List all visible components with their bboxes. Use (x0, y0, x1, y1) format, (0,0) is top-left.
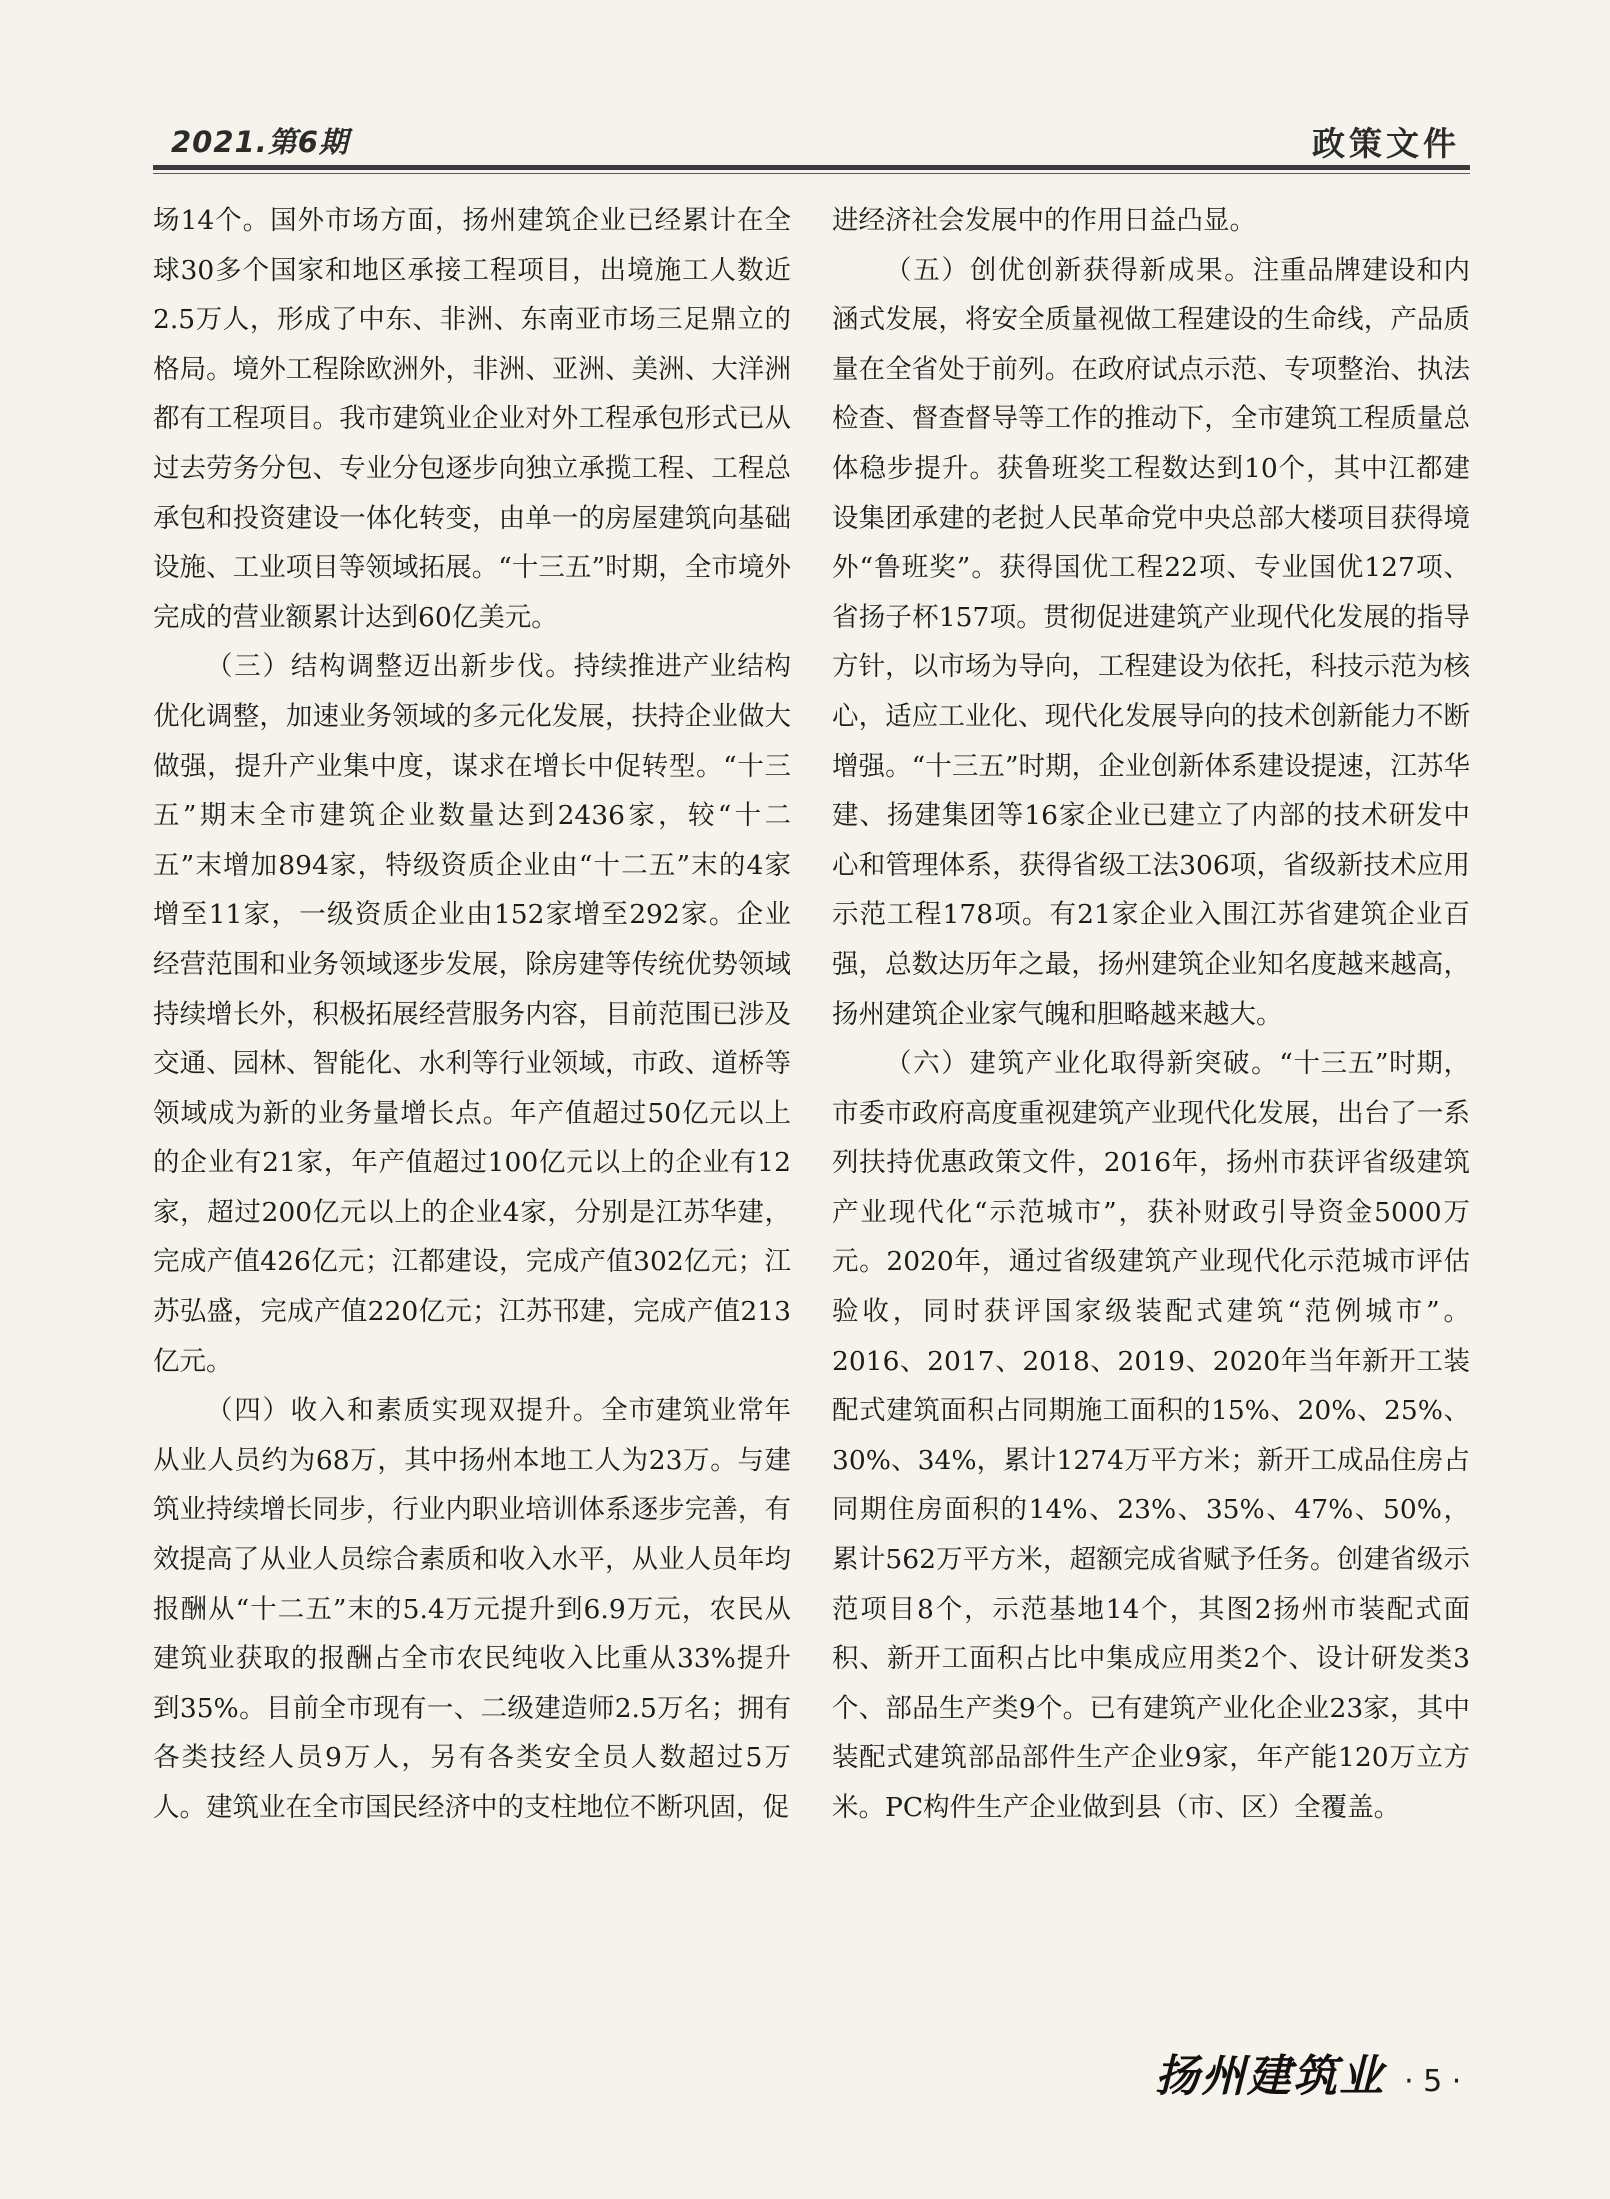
paragraph-body: 持续推进产业结构优化调整，加速业务领域的多元化发展，扶持企业做大做强，提升产业集中度，谋求在增长中促转型。“十三五”期末全市建筑企业数量达到2436家，较“十二五”末增加894家，特级资质企业由“十二五”末的4家增至11家，一级资质企业由152家增至292家。企业经营范围和业务领域逐步发展，除房建等传统优势领域持续增长外，积极拓展经营服务内容，目前范围已涉及交通、园林、智能化、水利等行业领域，市政、道桥等领域成为新的业务量增长点。年产值超过50亿元以上的企业有21家，年产值超过100亿元以上的企业有12家，超过200亿元以上的企业4家，分别是江苏华建，完成产值426亿元；江都建设，完成产值302亿元；江苏弘盛，完成产值220亿元；江苏邗建，完成产值213亿元。 (153, 651, 792, 1377)
subsection-heading: （三）结构调整迈出新步伐。 (206, 651, 574, 683)
subsection-heading: （六）建筑产业化取得新突破。 (885, 1048, 1280, 1080)
subsection-heading: （四）收入和素质实现双提升。 (206, 1395, 602, 1427)
paragraph-body: 全市建筑业常年从业人员约为68万，其中扬州本地工人为23万。与建筑业持续增长同步，行业内职业培训体系逐步完善，有效提高了从业人员综合素质和收入水平，从业人员年均报酬从“十二五”末的5.4万元提升到6.9万元，农民从建筑业获取的报酬占全市农民纯收入比重从33%提升到35%。目前全市现有一、二级建造师2.5万名；拥有各类技经人员9万人，另有各类安全员人数超过5万人。建筑业在全市国民经济中的支柱地位不断巩固，促 (153, 1395, 792, 1823)
magazine-logo: 扬州建筑业 (1155, 2051, 1385, 2102)
right-column (832, 196, 1470, 1833)
page-footer (1155, 2040, 1461, 2100)
paragraph: 场14个。国外市场方面，扬州建筑企业已经累计在全球30多个国家和地区承接工程项目，出境施工人数近2.5万人，形成了中东、非洲、东南亚市场三足鼎立的格局。境外工程除欧洲外，非洲、亚洲、美洲、大洋洲都有工程项目。我市建筑业企业对外工程承包形式已从过去劳务分包、专业分包逐步向独立承揽工程、工程总承包和投资建设一体化转变，由单一的房屋建筑向基础设施、工业项目等领域拓展。“十三五”时期，全市境外完成的营业额累计达到60亿美元。 (153, 205, 791, 633)
paragraph (153, 642, 791, 1386)
paragraph (832, 246, 1470, 1040)
header-rule-thin (153, 173, 1470, 174)
left-column (153, 196, 791, 1833)
paragraph (153, 1386, 791, 1832)
header-rule-thick (153, 165, 1470, 170)
page-number: · 5 · (1404, 2064, 1462, 2099)
page-header (153, 118, 1470, 162)
section-title: 政策文件 (1312, 124, 1460, 163)
paragraph: 进经济社会发展中的作用日益凸显。 (832, 205, 1256, 236)
subsection-heading: （五）创优创新获得新成果。 (885, 254, 1253, 286)
paragraph-body: “十三五”时期，市委市政府高度重视建筑产业现代化发展，出台了一系列扶持优惠政策文件，2016年，扬州市获评省级建筑产业现代化“示范城市”，获补财政引导资金5000万元。2020年，通过省级建筑产业现代化示范城市评估验收，同时获评国家级装配式建筑“范例城市”。2016、2017、2018、2019、2020年当年新开工装配式建筑面积占同期施工面积的15%、20%、25%、30%、34%，累计1274万平方米；新开工成品住房占同期住房面积的14%、23%、35%、47%、50%，累计562万平方米，超额完成省赋予任务。创建省级示范项目8个，示范基地14个，其图2扬州市装配式面积、新开工面积占比中集成应用类2个、设计研发类3个、部品生产类9个。已有建筑产业化企业23家，其中装配式建筑部品部件生产企业9家，年产能120万立方米。PC构件生产企业做到县（市、区）全覆盖。 (832, 1048, 1470, 1823)
paragraph (832, 1039, 1470, 1833)
paragraph-body: 注重品牌建设和内涵式发展，将安全质量视做工程建设的生命线，产品质量在全省处于前列。在政府试点示范、专项整治、执法检查、督查督导等工作的推动下，全市建筑工程质量总体稳步提升。获鲁班奖工程数达到10个，其中江都建设集团承建的老挝人民革命党中央总部大楼项目获得境外“鲁班奖”。获得国优工程22项、专业国优127项、省扬子杯157项。贯彻促进建筑产业现代化发展的指导方针，以市场为导向，工程建设为依托，科技示范为核心，适应工业化、现代化发展导向的技术创新能力不断增强。“十三五”时期，企业创新体系建设提速，江苏华建、扬建集团等16家企业已建立了内部的技术研发中心和管理体系，获得省级工法306项，省级新技术应用示范工程178项。有21家企业入围江苏省建筑企业百强，总数达历年之最，扬州建筑企业知名度越来越高，扬州建筑企业家气魄和胆略越来越大。 (832, 254, 1471, 1030)
issue-label: 2021.第6期 (171, 125, 349, 159)
